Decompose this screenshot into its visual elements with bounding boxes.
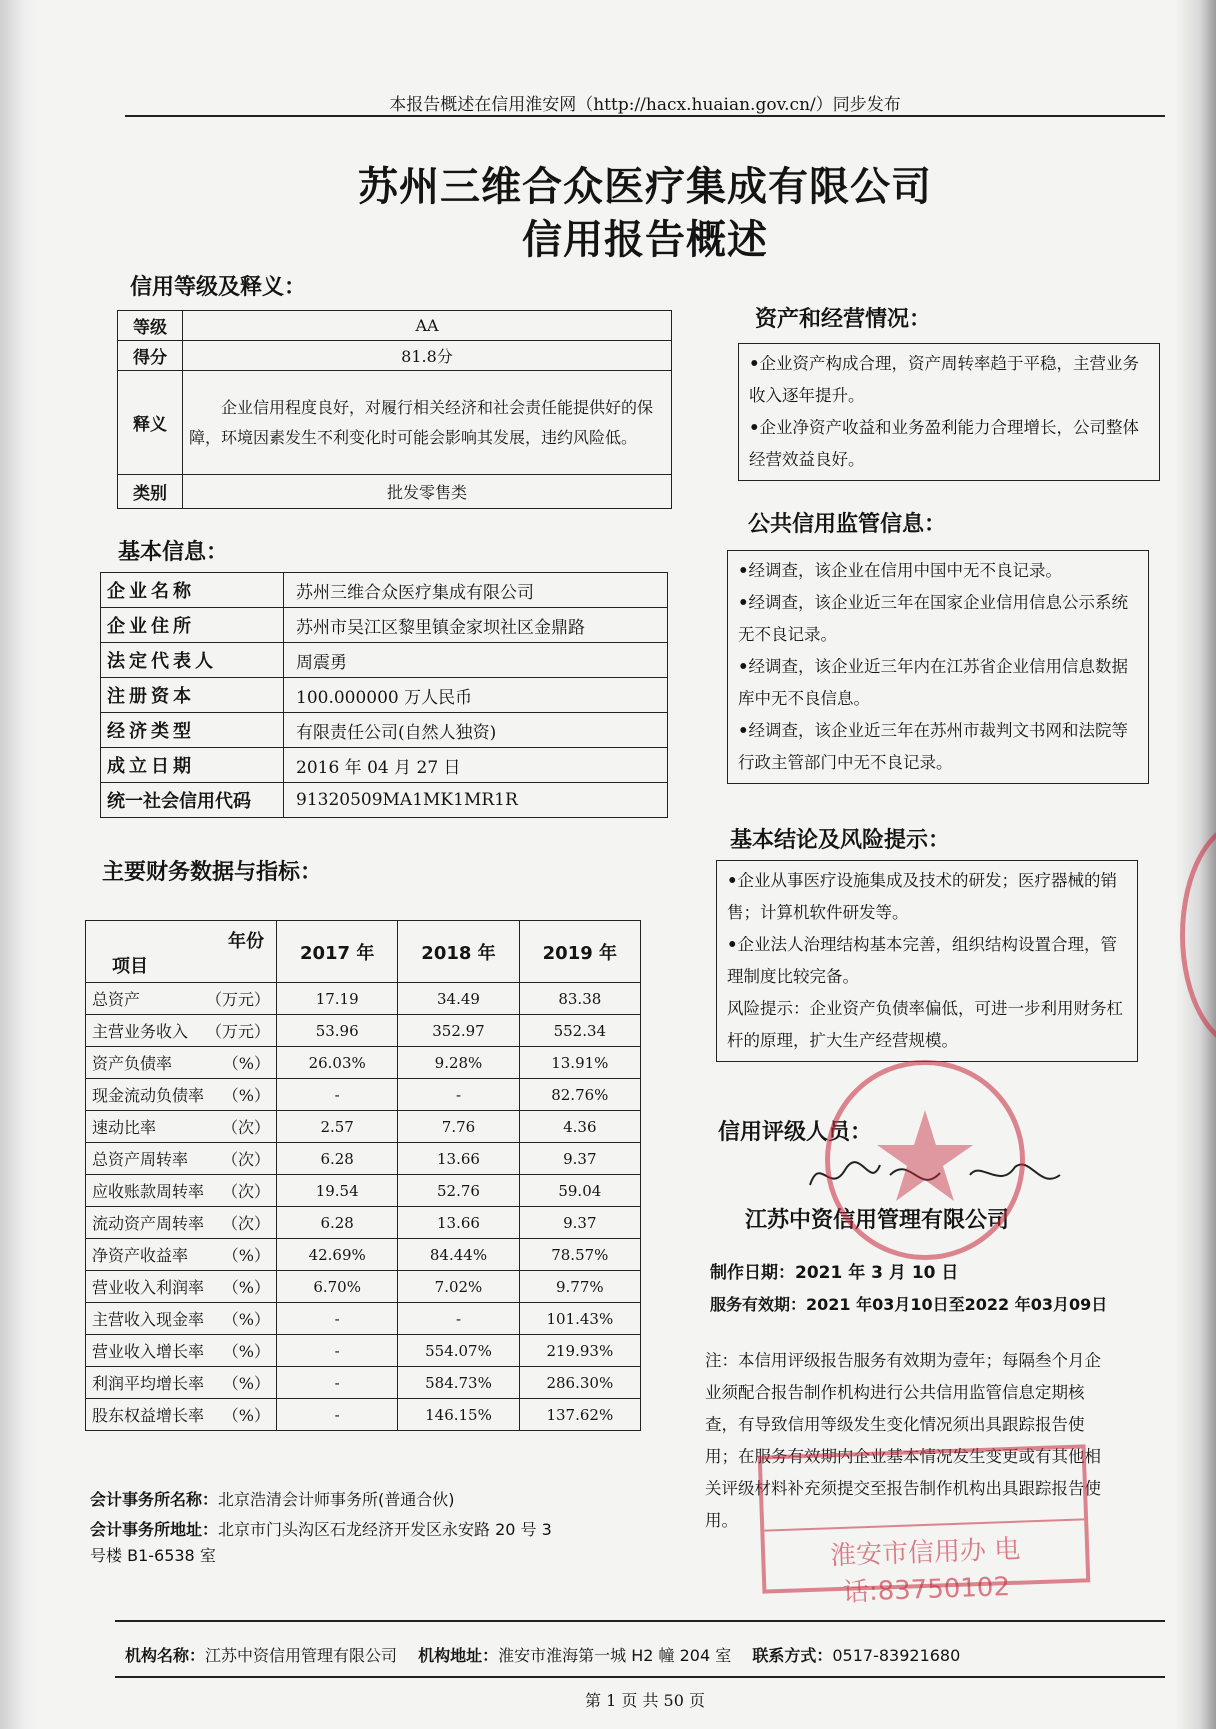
page-left-shadow bbox=[0, 0, 42, 1729]
assets-box bbox=[738, 343, 1160, 481]
finance-value: - bbox=[277, 1079, 398, 1111]
finance-value: 6.70% bbox=[277, 1271, 398, 1303]
finance-value: 552.34 bbox=[519, 1015, 640, 1047]
basic-info-row bbox=[101, 573, 668, 608]
accounting-address-value: 北京市门头沟区石龙经济开发区永安路 20 号 3 bbox=[218, 1520, 552, 1539]
finance-value: 584.73% bbox=[398, 1367, 519, 1399]
finance-year-header: 2019 年 bbox=[519, 921, 640, 983]
finance-item-name: 现金流动负债率 bbox=[92, 1086, 205, 1105]
rating-label: 得分 bbox=[118, 341, 183, 371]
rating-value: 批发零售类 bbox=[183, 475, 672, 509]
rating-table bbox=[117, 310, 672, 509]
finance-value: 137.62% bbox=[519, 1399, 640, 1431]
finance-row bbox=[86, 1239, 641, 1271]
rating-explanation: 企业信用程度良好，对履行相关经济和社会责任能提供好的保障，环境因素发生不利变化时可能会影响其发展，违约风险低。 bbox=[183, 371, 672, 475]
finance-item-name: 净资产收益率 bbox=[92, 1246, 189, 1265]
rater-company: 江苏中资信用管理有限公司 bbox=[745, 1208, 1010, 1233]
finance-value: 9.37 bbox=[519, 1143, 640, 1175]
finance-value: 83.38 bbox=[519, 983, 640, 1015]
finance-item-cell bbox=[86, 1143, 277, 1175]
basic-info-label: 法定代表人 bbox=[101, 643, 284, 678]
finance-year-header: 2018 年 bbox=[398, 921, 519, 983]
basic-info-value: 周震勇 bbox=[284, 643, 668, 678]
assets-item: • 企业资产构成合理，资产周转率趋于平稳，主营业务收入逐年提升。 bbox=[749, 348, 1149, 412]
assets-item: • 企业净资产收益和业务盈利能力合理增长，公司整体经营效益良好。 bbox=[749, 412, 1149, 476]
report-title: 信用报告概述 bbox=[522, 217, 768, 263]
finance-value: 13.66 bbox=[398, 1143, 519, 1175]
finance-item-cell bbox=[86, 1015, 277, 1047]
finance-row bbox=[86, 1047, 641, 1079]
footer-contact-label: 联系方式： bbox=[752, 1646, 833, 1665]
finance-row bbox=[86, 1079, 641, 1111]
finance-item-name: 流动资产周转率 bbox=[92, 1214, 205, 1233]
finance-item-unit: （%） bbox=[222, 1310, 270, 1329]
finance-item-name: 营业收入增长率 bbox=[92, 1342, 205, 1361]
basic-info-value: 91320509MA1MK1MR1R bbox=[284, 783, 668, 818]
finance-item-cell bbox=[86, 1271, 277, 1303]
finance-item-cell bbox=[86, 1175, 277, 1207]
finance-row bbox=[86, 1399, 641, 1431]
valid-period-line bbox=[710, 1292, 1107, 1315]
valid-period-label: 服务有效期： bbox=[710, 1295, 807, 1314]
finance-item-cell bbox=[86, 1079, 277, 1111]
accounting-firm-value: 北京浩清会计师事务所(普通合伙) bbox=[218, 1490, 455, 1509]
rating-row-score bbox=[118, 341, 672, 371]
footer-info bbox=[125, 1643, 960, 1666]
public-info-box bbox=[727, 550, 1149, 784]
finance-row bbox=[86, 1111, 641, 1143]
finance-item-name: 速动比率 bbox=[92, 1118, 157, 1137]
finance-item-unit: （次） bbox=[221, 1118, 270, 1137]
basic-info-row bbox=[101, 783, 668, 818]
finance-value: 42.69% bbox=[277, 1239, 398, 1271]
basic-info-label: 企业住所 bbox=[101, 608, 284, 643]
finance-item-cell bbox=[86, 1399, 277, 1431]
footer-address-value: 淮安市淮海第一城 H2 幢 204 室 bbox=[498, 1646, 732, 1665]
conclusion-box bbox=[716, 860, 1138, 1062]
finance-value: 34.49 bbox=[398, 983, 519, 1015]
finance-value: 78.57% bbox=[519, 1239, 640, 1271]
finance-value: 146.15% bbox=[398, 1399, 519, 1431]
basic-info-row bbox=[101, 678, 668, 713]
finance-item-unit: （%） bbox=[222, 1406, 270, 1425]
footer-org-value: 江苏中资信用管理有限公司 bbox=[205, 1646, 398, 1665]
accounting-firm-line bbox=[90, 1487, 455, 1510]
public-item: • 经调查，该企业在信用中国中无不良记录。 bbox=[738, 555, 1138, 587]
finance-item-name: 股东权益增长率 bbox=[92, 1406, 205, 1425]
rating-row-category bbox=[118, 475, 672, 509]
basic-info-label: 成立日期 bbox=[101, 748, 284, 783]
finance-item-name: 总资产 bbox=[92, 990, 141, 1009]
finance-value: - bbox=[277, 1303, 398, 1335]
finance-corner-item: 项目 bbox=[112, 956, 148, 977]
finance-item-unit: （%） bbox=[222, 1054, 270, 1073]
finance-value: 554.07% bbox=[398, 1335, 519, 1367]
page-number: 第 1 页 共 50 页 bbox=[585, 1691, 705, 1710]
finance-item-unit: （次） bbox=[221, 1182, 270, 1201]
finance-item-unit: （万元） bbox=[205, 990, 270, 1009]
basic-info-label: 统一社会信用代码 bbox=[101, 783, 284, 818]
basic-info-value: 100.000000 万人民币 bbox=[284, 678, 668, 713]
finance-item-cell bbox=[86, 983, 277, 1015]
finance-value: 7.02% bbox=[398, 1271, 519, 1303]
finance-value: 352.97 bbox=[398, 1015, 519, 1047]
finance-value: - bbox=[398, 1303, 519, 1335]
rating-value: 81.8分 bbox=[183, 341, 672, 371]
finance-item-name: 营业收入利润率 bbox=[92, 1278, 205, 1297]
finance-item-unit: （%） bbox=[222, 1246, 270, 1265]
footer-contact-value: 0517-83921680 bbox=[832, 1646, 961, 1665]
public-item: • 经调查，该企业近三年在苏州市裁判文书网和法院等行政主管部门中无不良记录。 bbox=[738, 715, 1138, 779]
finance-heading: 主要财务数据与指标： bbox=[102, 860, 323, 885]
finance-value: 101.43% bbox=[519, 1303, 640, 1335]
basic-info-value: 有限责任公司(自然人独资) bbox=[284, 713, 668, 748]
official-seal bbox=[825, 1060, 1025, 1260]
finance-corner-cell bbox=[86, 921, 277, 983]
finance-value: - bbox=[277, 1399, 398, 1431]
finance-value: 26.03% bbox=[277, 1047, 398, 1079]
finance-item-cell bbox=[86, 1239, 277, 1271]
finance-value: 9.28% bbox=[398, 1047, 519, 1079]
finance-value: 7.76 bbox=[398, 1111, 519, 1143]
finance-row bbox=[86, 1143, 641, 1175]
finance-year-header: 2017 年 bbox=[277, 921, 398, 983]
finance-item-name: 主营业务收入 bbox=[92, 1022, 189, 1041]
finance-row bbox=[86, 1271, 641, 1303]
finance-value: 19.54 bbox=[277, 1175, 398, 1207]
rating-row-explain bbox=[118, 371, 672, 475]
finance-item-cell bbox=[86, 1367, 277, 1399]
footer-rule bbox=[115, 1620, 1165, 1622]
finance-row bbox=[86, 1207, 641, 1239]
finance-item-unit: （万元） bbox=[205, 1022, 270, 1041]
finance-item-unit: （%） bbox=[222, 1342, 270, 1361]
finance-item-name: 资产负债率 bbox=[92, 1054, 173, 1073]
rating-value: AA bbox=[183, 311, 672, 341]
finance-row bbox=[86, 1175, 641, 1207]
finance-value: 286.30% bbox=[519, 1367, 640, 1399]
finance-value: 53.96 bbox=[277, 1015, 398, 1047]
assets-heading: 资产和经营情况： bbox=[755, 307, 932, 332]
finance-value: 4.36 bbox=[519, 1111, 640, 1143]
finance-item-unit: （%） bbox=[222, 1278, 270, 1297]
finance-row bbox=[86, 1303, 641, 1335]
finance-value: 6.28 bbox=[277, 1207, 398, 1239]
finance-item-unit: （%） bbox=[222, 1086, 270, 1105]
basic-info-label: 注册资本 bbox=[101, 678, 284, 713]
valid-period-value: 2021 年03月10日至2022 年03月09日 bbox=[806, 1295, 1108, 1314]
finance-item-unit: （次） bbox=[221, 1214, 270, 1233]
rating-row-grade bbox=[118, 311, 672, 341]
basic-info-label: 经济类型 bbox=[101, 713, 284, 748]
finance-row bbox=[86, 1367, 641, 1399]
public-item: • 经调查，该企业近三年内在江苏省企业信用信息数据库中无不良信息。 bbox=[738, 651, 1138, 715]
finance-item-cell bbox=[86, 1047, 277, 1079]
issue-date-label: 制作日期： bbox=[710, 1263, 795, 1283]
finance-value: 59.04 bbox=[519, 1175, 640, 1207]
finance-value: 9.77% bbox=[519, 1271, 640, 1303]
finance-value: 219.93% bbox=[519, 1335, 640, 1367]
finance-row bbox=[86, 1335, 641, 1367]
accounting-address-line bbox=[90, 1517, 552, 1540]
finance-item-unit: （次） bbox=[221, 1150, 270, 1169]
public-heading: 公共信用监管信息： bbox=[748, 512, 947, 537]
finance-value: - bbox=[277, 1335, 398, 1367]
finance-value: 13.66 bbox=[398, 1207, 519, 1239]
basic-heading: 基本信息： bbox=[118, 540, 229, 565]
validity-note: 注：本信用评级报告服务有效期为壹年；每隔叁个月企业须配合报告制作机构进行公共信用监管信息定期核查，有导致信用等级发生变化情况须出具跟踪报告使用；在服务有效期内企业基本情况发生变更或有其他相关评级材料补充须提交至报告制作机构出具跟踪报告使用。 bbox=[705, 1351, 1101, 1530]
public-item: • 经调查，该企业近三年在国家企业信用信息公示系统无不良记录。 bbox=[738, 587, 1138, 651]
finance-value: - bbox=[398, 1079, 519, 1111]
finance-item-cell bbox=[86, 1111, 277, 1143]
basic-info-label: 企业名称 bbox=[101, 573, 284, 608]
conclusion-item: • 企业法人治理结构基本完善，组织结构设置合理，管理制度比较完备。 bbox=[727, 929, 1127, 993]
basic-info-table bbox=[100, 572, 668, 818]
finance-item-unit: （%） bbox=[222, 1374, 270, 1393]
finance-table bbox=[85, 920, 641, 1431]
finance-row bbox=[86, 983, 641, 1015]
finance-header-row bbox=[86, 921, 641, 983]
finance-value: 84.44% bbox=[398, 1239, 519, 1271]
finance-item-cell bbox=[86, 1207, 277, 1239]
accounting-address-cont: 号楼 B1-6538 室 bbox=[90, 1546, 216, 1565]
finance-item-cell bbox=[86, 1335, 277, 1367]
finance-value: 17.19 bbox=[277, 983, 398, 1015]
accounting-firm-label: 会计事务所名称： bbox=[90, 1490, 219, 1509]
finance-value: 52.76 bbox=[398, 1175, 519, 1207]
accounting-address-label: 会计事务所地址： bbox=[90, 1520, 219, 1539]
footer-org-label: 机构名称： bbox=[125, 1646, 206, 1665]
finance-value: 82.76% bbox=[519, 1079, 640, 1111]
issue-date-value: 2021 年 3 月 10 日 bbox=[795, 1263, 959, 1283]
finance-value: 6.28 bbox=[277, 1143, 398, 1175]
basic-info-row bbox=[101, 608, 668, 643]
finance-item-cell bbox=[86, 1303, 277, 1335]
issue-date-line bbox=[710, 1258, 958, 1283]
basic-info-row bbox=[101, 748, 668, 783]
finance-item-name: 应收账款周转率 bbox=[92, 1182, 205, 1201]
finance-value: - bbox=[277, 1367, 398, 1399]
conclusion-item: • 企业从事医疗设施集成及技术的研发；医疗器械的销售；计算机软件研发等。 bbox=[727, 865, 1127, 929]
risk-note: 风险提示：企业资产负债率偏低，可进一步利用财务杠杆的原理，扩大生产经营规模。 bbox=[727, 999, 1123, 1050]
credit-office-stamp bbox=[758, 1444, 1091, 1608]
finance-row bbox=[86, 1015, 641, 1047]
finance-item-name: 总资产周转率 bbox=[92, 1150, 189, 1169]
finance-value: 2.57 bbox=[277, 1111, 398, 1143]
finance-item-name: 主营收入现金率 bbox=[92, 1310, 205, 1329]
finance-value: 13.91% bbox=[519, 1047, 640, 1079]
rating-label: 等级 bbox=[118, 311, 183, 341]
basic-info-row bbox=[101, 713, 668, 748]
finance-item-name: 利润平均增长率 bbox=[92, 1374, 205, 1393]
rater-heading: 信用评级人员： bbox=[718, 1120, 873, 1145]
basic-info-row bbox=[101, 643, 668, 678]
conclusion-heading: 基本结论及风险提示： bbox=[730, 828, 951, 853]
stamp-text: 淮安市信用办 电话:83750102 bbox=[829, 1534, 1021, 1608]
basic-info-value: 苏州市吴江区黎里镇金家坝社区金鼎路 bbox=[284, 608, 668, 643]
header-note: 本报告概述在信用淮安网（http://hacx.huaian.gov.cn/）同步发布 bbox=[389, 95, 901, 115]
footer-rule-2 bbox=[115, 1676, 1165, 1678]
header-rule bbox=[125, 115, 1165, 117]
rating-heading: 信用等级及释义： bbox=[130, 275, 307, 300]
footer-address-label: 机构地址： bbox=[418, 1646, 499, 1665]
basic-info-value: 2016 年 04 月 27 日 bbox=[284, 748, 668, 783]
rating-label: 释义 bbox=[118, 371, 183, 475]
finance-value: 9.37 bbox=[519, 1207, 640, 1239]
basic-info-value: 苏州三维合众医疗集成有限公司 bbox=[284, 573, 668, 608]
finance-corner-year: 年份 bbox=[228, 931, 264, 952]
report-title-company: 苏州三维合众医疗集成有限公司 bbox=[358, 164, 932, 210]
rating-label: 类别 bbox=[118, 475, 183, 509]
